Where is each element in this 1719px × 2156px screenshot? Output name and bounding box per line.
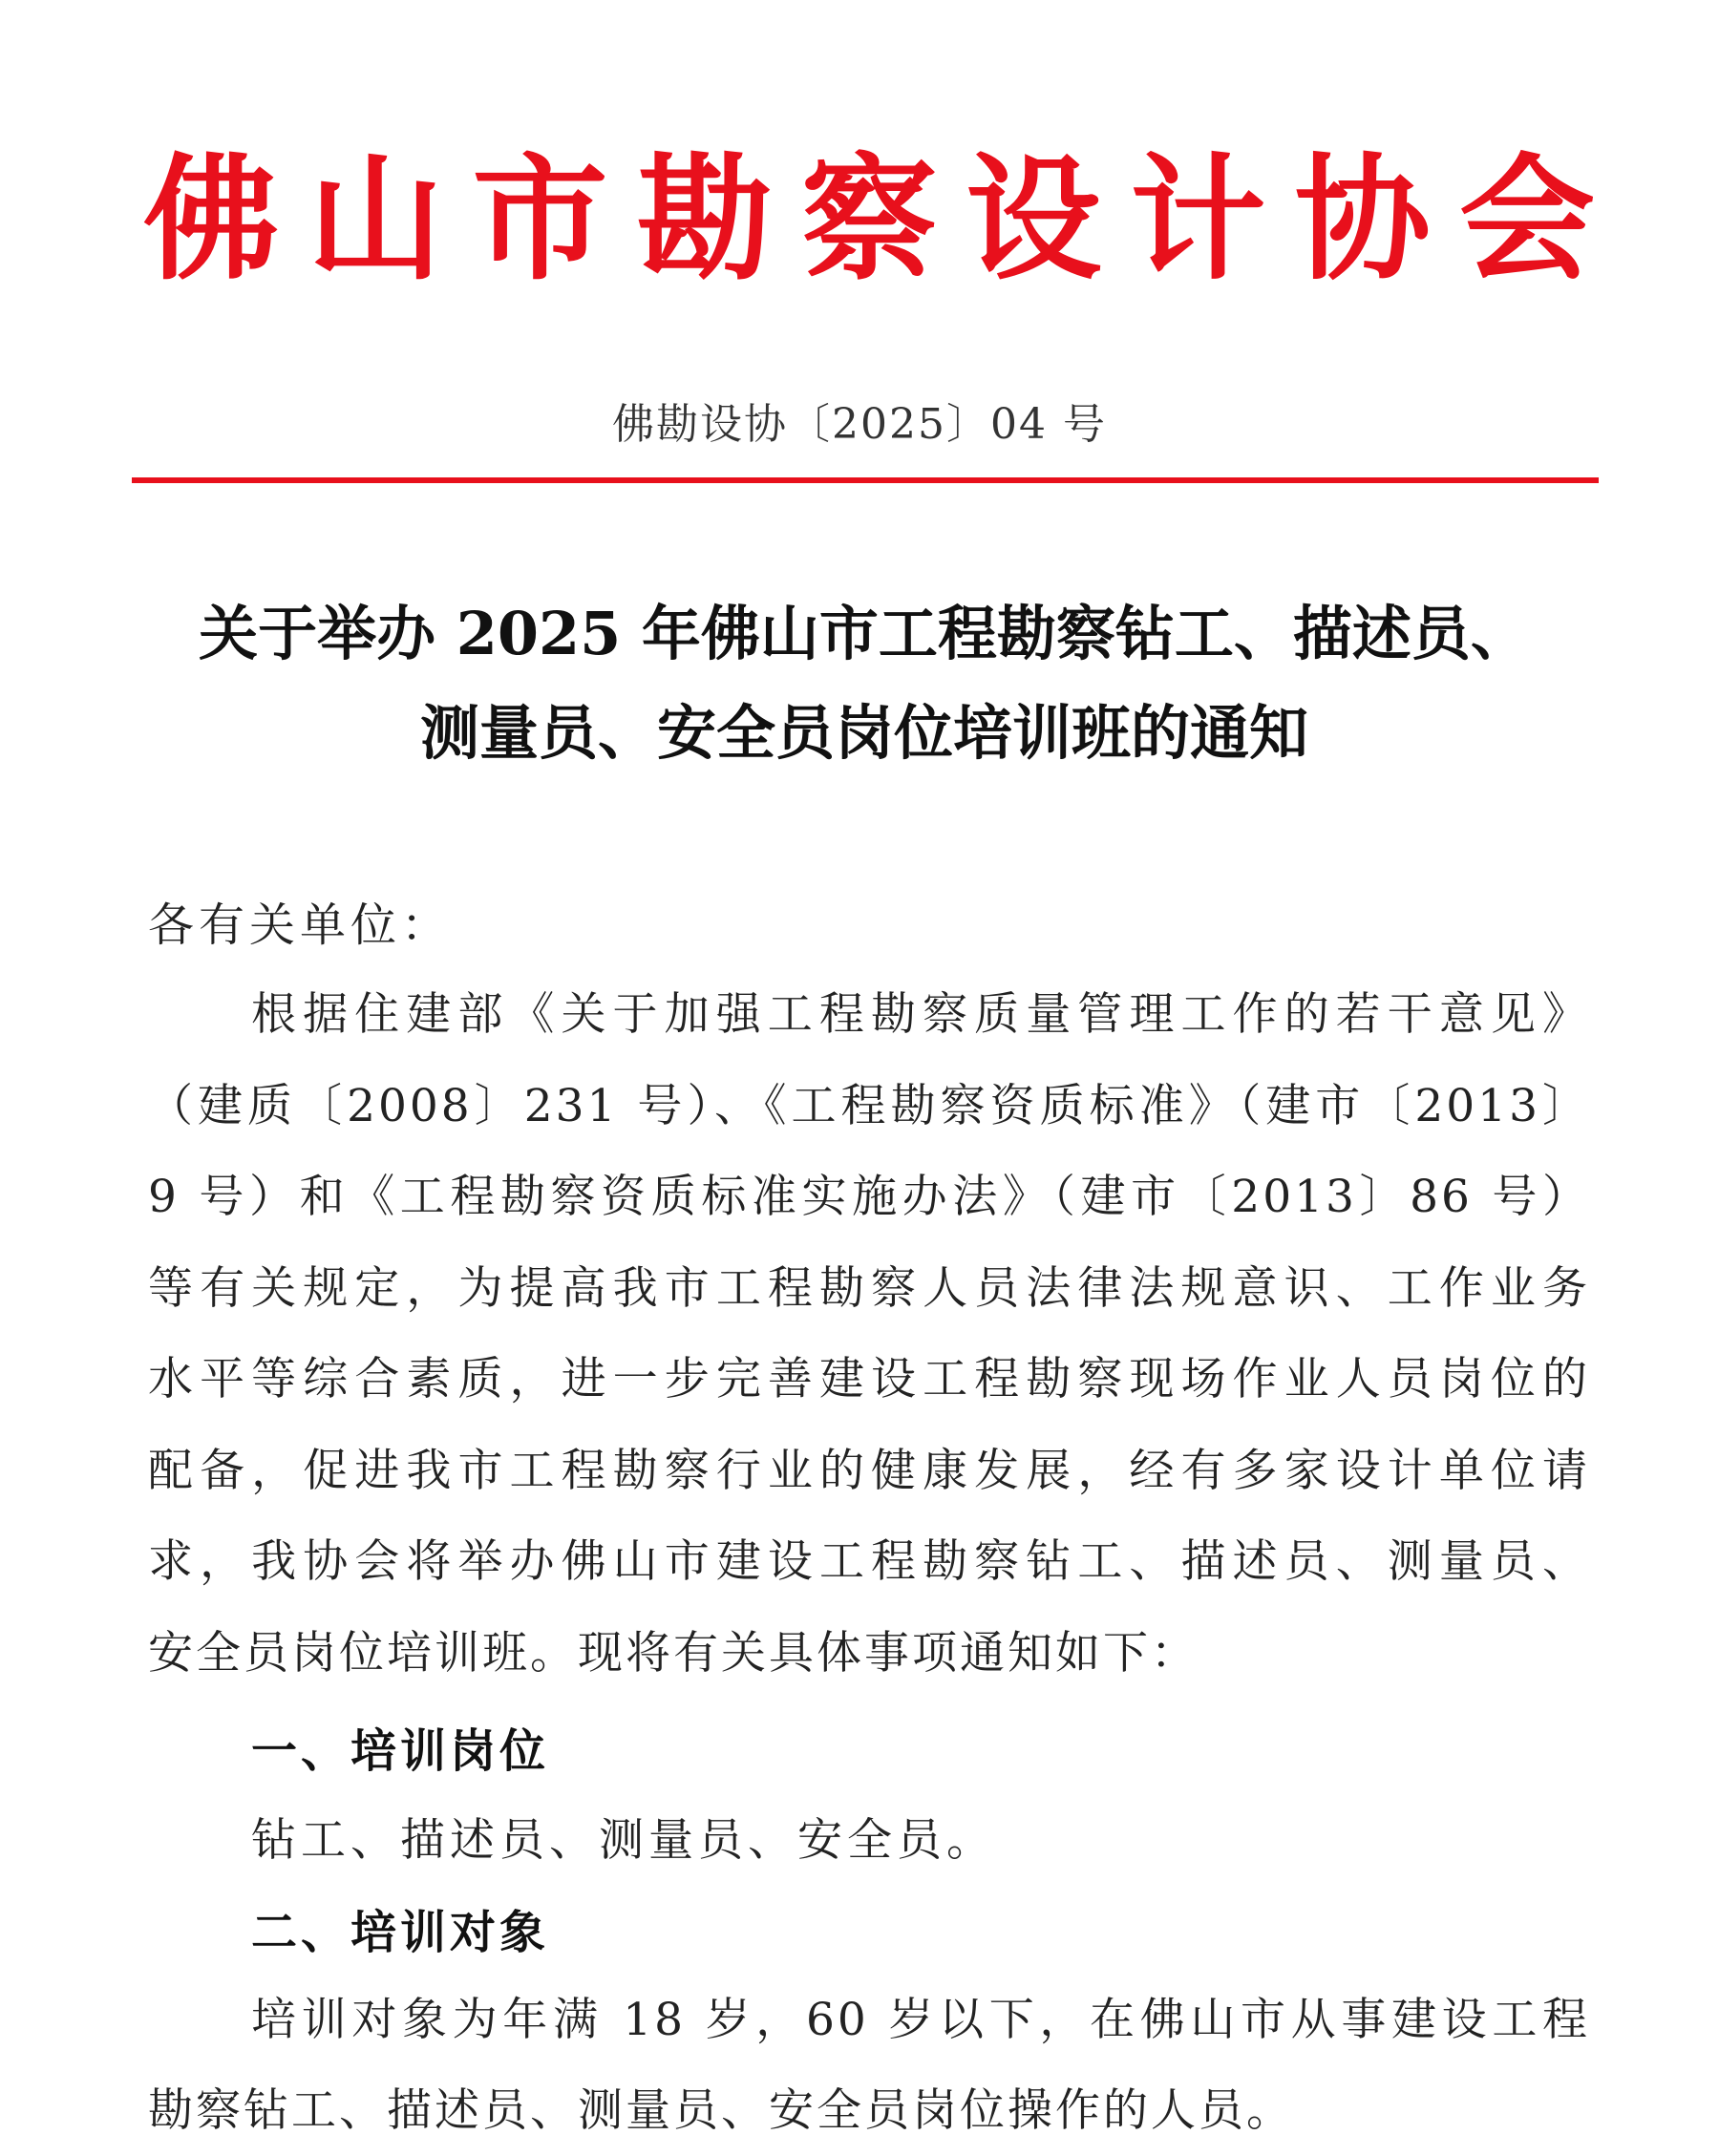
paragraph-line: 等有关规定，为提高我市工程勘察人员法律法规意识、工作业务 — [148, 1261, 1590, 1315]
masthead-char: 佛 — [143, 140, 279, 299]
masthead-char: 山 — [308, 140, 444, 299]
training-posts-text: 钻工、描述员、测量员、安全员。 — [251, 1814, 996, 1867]
masthead-char: 察 — [801, 140, 937, 299]
masthead-char: 协 — [1294, 140, 1431, 299]
section-heading-training-targets: 二、培训对象 — [251, 1906, 550, 1959]
paragraph-line: 求，我协会将举办佛山市建设工程勘察钻工、描述员、测量员、 — [148, 1535, 1590, 1588]
section-heading-training-posts: 一、培训岗位 — [251, 1724, 550, 1778]
paragraph-line: （建质〔2008〕231 号）、《工程勘察资质标准》（建市〔2013〕 — [148, 1079, 1590, 1132]
paragraph-line: 水平等综合素质，进一步完善建设工程勘察现场作业人员岗位的 — [148, 1353, 1590, 1406]
paragraph-line: 安全员岗位培训班。现将有关具体事项通知如下： — [148, 1626, 1199, 1680]
masthead-char: 勘 — [636, 140, 773, 299]
masthead-char: 会 — [1459, 140, 1595, 299]
masthead-char: 计 — [1130, 140, 1266, 299]
masthead-org-name — [143, 140, 1595, 299]
intro-paragraph — [148, 969, 1590, 1699]
title-line: 测量员、安全员岗位培训班的通知 — [419, 698, 1308, 768]
document-title — [134, 584, 1595, 783]
masthead-char: 设 — [966, 140, 1102, 299]
masthead-char: 市 — [472, 140, 608, 299]
salutation: 各有关单位： — [148, 898, 453, 952]
masthead-divider — [132, 477, 1599, 483]
document-number: 佛勘设协〔2025〕04 号 — [612, 400, 1107, 449]
paragraph-line: 9 号）和《工程勘察资质标准实施办法》（建市〔2013〕86 号） — [148, 1171, 1590, 1223]
title-line: 关于举办 2025 年佛山市工程勘察钻工、描述员、 — [199, 599, 1530, 668]
paragraph-line: 勘察钻工、描述员、测量员、安全员岗位操作的人员。 — [148, 2084, 1294, 2137]
paragraph-line: 培训对象为年满 18 岁，60 岁以下，在佛山市从事建设工程 — [251, 1994, 1590, 2046]
paragraph-line: 配备，促进我市工程勘察行业的健康发展，经有多家设计单位请 — [148, 1444, 1590, 1497]
training-targets-paragraph — [148, 1975, 1590, 2156]
paragraph-line: 根据住建部《关于加强工程勘察质量管理工作的若干意见》 — [251, 988, 1590, 1041]
